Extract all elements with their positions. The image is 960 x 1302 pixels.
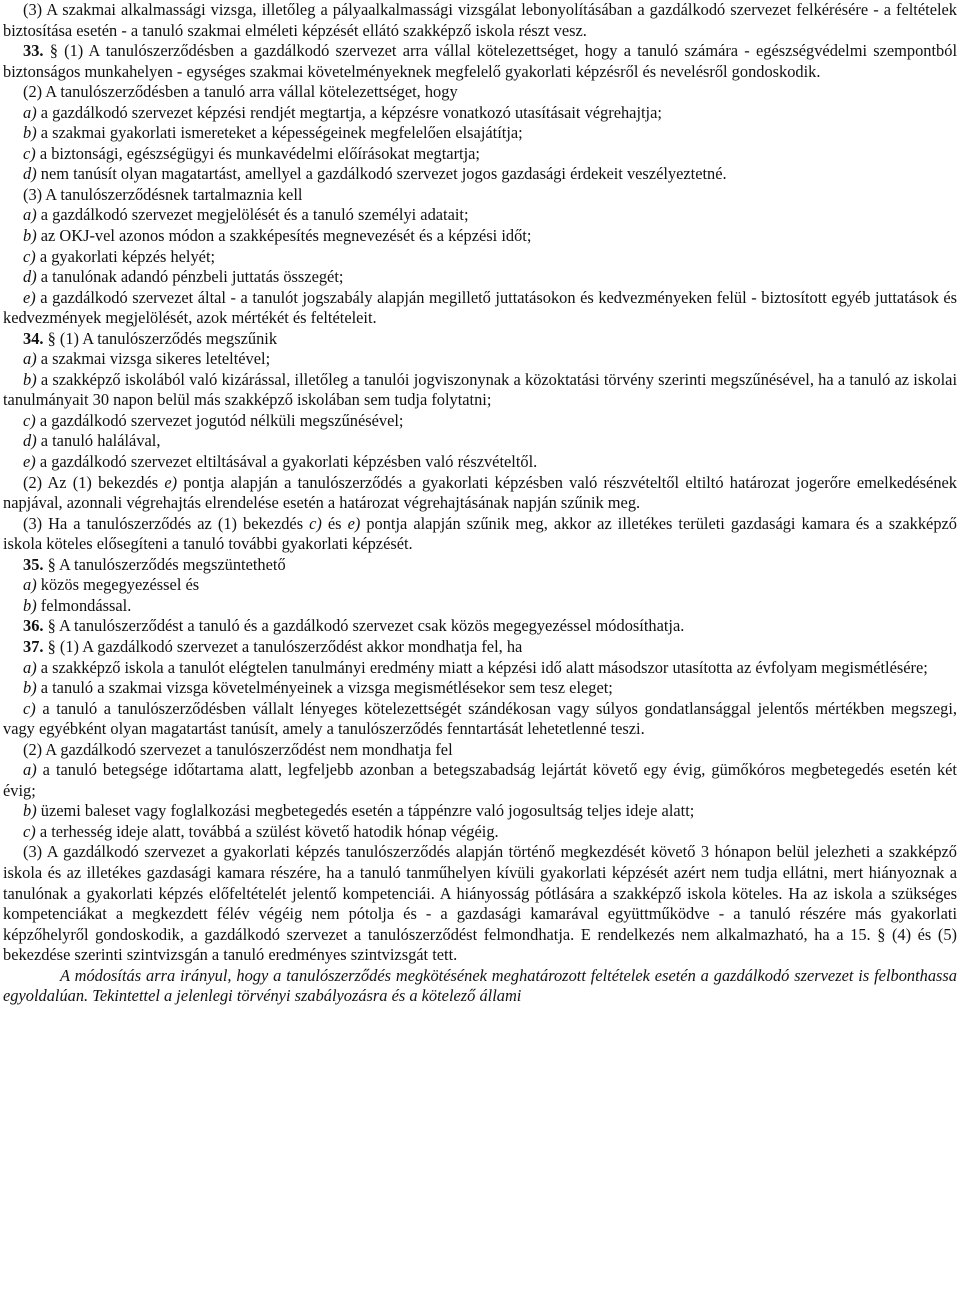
item-letter: e) [23,287,36,307]
item-letter: b) [23,801,37,821]
paragraph-text: a szakmai gyakorlati ismereteket a képességeinek megfelelően elsajátítja; [36,123,523,143]
item-letter: c) [23,698,36,718]
paragraph [3,555,957,576]
item-letter: c) [23,821,36,841]
paragraph [3,329,957,350]
paragraph-text: a szakképző iskolából való kizárással, illetőleg a tanulói jogviszonynak a közoktatási törvény szerinti megszűnésével, ha a tanuló az iskolai tanulmányait 30 napon belül más szakképző iskolában sem tudja folytatni; [3,369,957,410]
paragraph-text: a gazdálkodó szervezet képzési rendjét megtartja, a képzésre vonatkozó utasításait végrehajtja; [36,102,662,122]
paragraph-text: a tanuló a szakmai vizsga követelményeinek a vizsga megismétlésekor sem tesz eleget; [36,678,613,698]
paragraph [3,411,957,432]
section-number: 35. [23,554,44,574]
item-letter: c) [309,513,322,533]
paragraph [3,678,957,699]
paragraph-text: a gazdálkodó szervezet által - a tanulót jogszabály alapján megillető juttatásokon és kedvezményeken felül - biztosított egyéb juttatások és kedvezmények megjelölését, azok mértékét és feltételeit. [3,287,957,328]
item-letter: d) [23,164,37,184]
paragraph [3,842,957,965]
paragraph [3,699,957,740]
paragraph-text: a gyakorlati képzés helyét; [35,246,216,266]
section-number: 37. [23,636,44,656]
item-letter: a) [23,102,37,122]
paragraph-text: § (1) A tanulószerződésben a gazdálkodó szervezet arra vállal kötelezettséget, hogy a tanuló számára - egészségvédelmi szempontból biztonságos munkahelyen - egységes szakmai követelményeknek megfelelő gyakorlati képzésről és nevelésről gondoskodik. [3,41,957,81]
paragraph-text: pontja alapján szűnik meg, akkor az illetékes területi gazdasági kamara és a szakképző iskola köteles elősegíteni a tanuló további gyakorlati képzését. [3,513,957,554]
paragraph-text: a gazdálkodó szervezet eltiltásával a gyakorlati képzésben való részvételtől. [35,452,538,472]
paragraph [3,205,957,226]
paragraph-text: a gazdálkodó szervezet jogutód nélküli megszűnésével; [35,410,404,430]
paragraph-text: a szakmai vizsga sikeres leteltével; [36,349,271,369]
paragraph [3,822,957,843]
paragraph [3,637,957,658]
paragraph [3,740,957,761]
paragraph [3,452,957,473]
paragraph [3,514,957,555]
item-letter: d) [23,431,37,451]
paragraph-text: a tanuló halálával, [36,431,161,451]
paragraph [3,288,957,329]
paragraph [3,226,957,247]
paragraph [3,144,957,165]
paragraph [3,247,957,268]
paragraph-text: (3) Ha a tanulószerződés az (1) bekezdés [23,513,310,533]
paragraph [3,658,957,679]
paragraph-text: A módosítás arra irányul, hogy a tanulószerződés megkötésének meghatározott feltételek esetén a gazdálkodó szervezet is felbonthassa egyoldalúan. Tekintettel a jelenlegi törvényi szabályozásra és a kötelező állami [3,965,957,1006]
item-letter: c) [23,143,36,163]
paragraph [3,616,957,637]
paragraph-text: (3) A tanulószerződésnek tartalmaznia kell [23,184,303,204]
paragraph-text: a tanuló a tanulószerződésben vállalt lényeges kötelezettségét szándékosan vagy súlyos gondatlansággal jelentős mértékben megszegi, vagy egyébként olyan magatartást tanúsít, amely a tanulószerződés fenntartását lehetetlenné teszi. [3,698,957,739]
paragraph-text: (3) A gazdálkodó szervezet a gyakorlati képzés tanulószerződés alapján történő megkezdését követő 3 hónapon belül jelezheti a szakképző iskola és az illetékes gazdasági kamara részére, ha a tanuló tanműhelyen kívüli gyakorlati képzését azért nem tudja ellátni, mert hiányoznak a tanulónak a gyakorlati képzés előfeltételét jelentő kompetenciái. A hiányosság pótlására a szakképző iskola köteles. Ha az iskola a szükséges kompetenciákat a megkezdett félév végéig nem pótolja és - a gazdasági kamarával együttműködve - a tanuló részére más gyakorlati képzőhelyről gondoskodik, a gazdálkodó szervezet a tanulószerződést felmondhatja. E rendelkezés nem alkalmazható, ha a 15. § (4) és (5) bekezdése szerinti szintvizsgán a tanuló eredményes szintvizsgát tett. [3,842,957,965]
paragraph [3,596,957,617]
section-number: 36. [23,616,44,636]
paragraph [3,82,957,103]
paragraph-text: (2) Az (1) bekezdés [23,472,165,492]
paragraph-text: a biztonsági, egészségügyi és munkavédelmi előírásokat megtartja; [35,143,480,163]
paragraph [3,103,957,124]
paragraph [3,123,957,144]
paragraph-text: felmondással. [36,595,132,615]
paragraph [3,473,957,514]
item-letter: c) [23,410,36,430]
paragraph [3,0,957,41]
paragraph-text: a gazdálkodó szervezet megjelölését és a tanuló személyi adatait; [36,205,469,225]
item-letter: a) [23,760,37,780]
paragraph-text: § A tanulószerződés megszüntethető [43,554,286,574]
item-letter: b) [23,678,37,698]
item-letter: a) [23,205,37,225]
paragraph-text: (2) A gazdálkodó szervezet a tanulószerződést nem mondhatja fel [23,739,453,759]
item-letter: e) [23,452,36,472]
paragraph [3,267,957,288]
paragraph [3,760,957,801]
item-letter: b) [23,226,37,246]
item-letter: b) [23,123,37,143]
paragraph-text: § (1) A gazdálkodó szervezet a tanulószerződést akkor mondhatja fel, ha [43,636,523,656]
section-number: 34. [23,328,44,348]
paragraph-text: (2) A tanulószerződésben a tanuló arra vállal kötelezettséget, hogy [23,82,458,102]
item-letter: a) [23,349,37,369]
paragraph [3,185,957,206]
paragraph-text: a tanuló betegsége időtartama alatt, legfeljebb azonban a betegszabadság lejártát követő egy évig, gümőkóros megbetegedés esetén két évig; [3,760,957,800]
paragraph [3,801,957,822]
paragraph [3,41,957,82]
editorial-note [3,966,957,1007]
paragraph-text: (3) A szakmai alkalmassági vizsga, illetőleg a pályaalkalmassági vizsgálat lebonyolításában a gazdálkodó szervezet felkérésére - a feltételek biztosítása esetén - a tanuló szakmai elméleti képzését ellátó szakképző iskola részt vesz. [3,0,957,40]
paragraph-text: a szakképző iskola a tanulót elégtelen tanulmányi eredmény miatt a képzési idő alatt másodszor utasította az évfolyam megismétlésére; [36,657,928,677]
paragraph-text: pontja alapján a tanulószerződés a gyakorlati képzésben való részvételtől eltiltó határozat jogerőre emelkedésének napjával, azonnali végrehajtás elrendelése esetén a határozat végrehajtásának napján szűnik meg. [3,472,957,513]
item-letter: a) [23,575,37,595]
item-letter: c) [23,246,36,266]
paragraph-text: és [321,513,348,533]
paragraph-text: nem tanúsít olyan magatartást, amellyel a gazdálkodó szervezet jogos gazdasági érdekeit veszélyeztetné. [36,164,727,184]
paragraph-text: a terhesség ideje alatt, továbbá a szülést követő hatodik hónap végéig. [35,821,499,841]
paragraph-text: üzemi baleset vagy foglalkozási megbetegedés esetén a táppénzre való jogosultság teljes ideje alatt; [36,801,695,821]
paragraph [3,370,957,411]
paragraph [3,349,957,370]
item-letter: e) [347,513,361,533]
item-letter: b) [23,369,37,389]
paragraph-text: az OKJ-vel azonos módon a szakképesítés megnevezését és a képzési időt; [36,226,532,246]
item-letter: d) [23,267,37,287]
paragraph-text: a tanulónak adandó pénzbeli juttatás összegét; [36,267,344,287]
item-letter: e) [164,472,178,492]
item-letter: b) [23,595,37,615]
paragraph-text: § A tanulószerződést a tanuló és a gazdálkodó szervezet csak közös megegyezéssel módosíthatja. [43,616,685,636]
paragraph-text: közös megegyezéssel és [36,575,200,595]
section-number: 33. [23,41,44,61]
paragraph [3,431,957,452]
paragraph [3,575,957,596]
paragraph-text: § (1) A tanulószerződés megszűnik [43,328,278,348]
item-letter: a) [23,657,37,677]
paragraph [3,164,957,185]
